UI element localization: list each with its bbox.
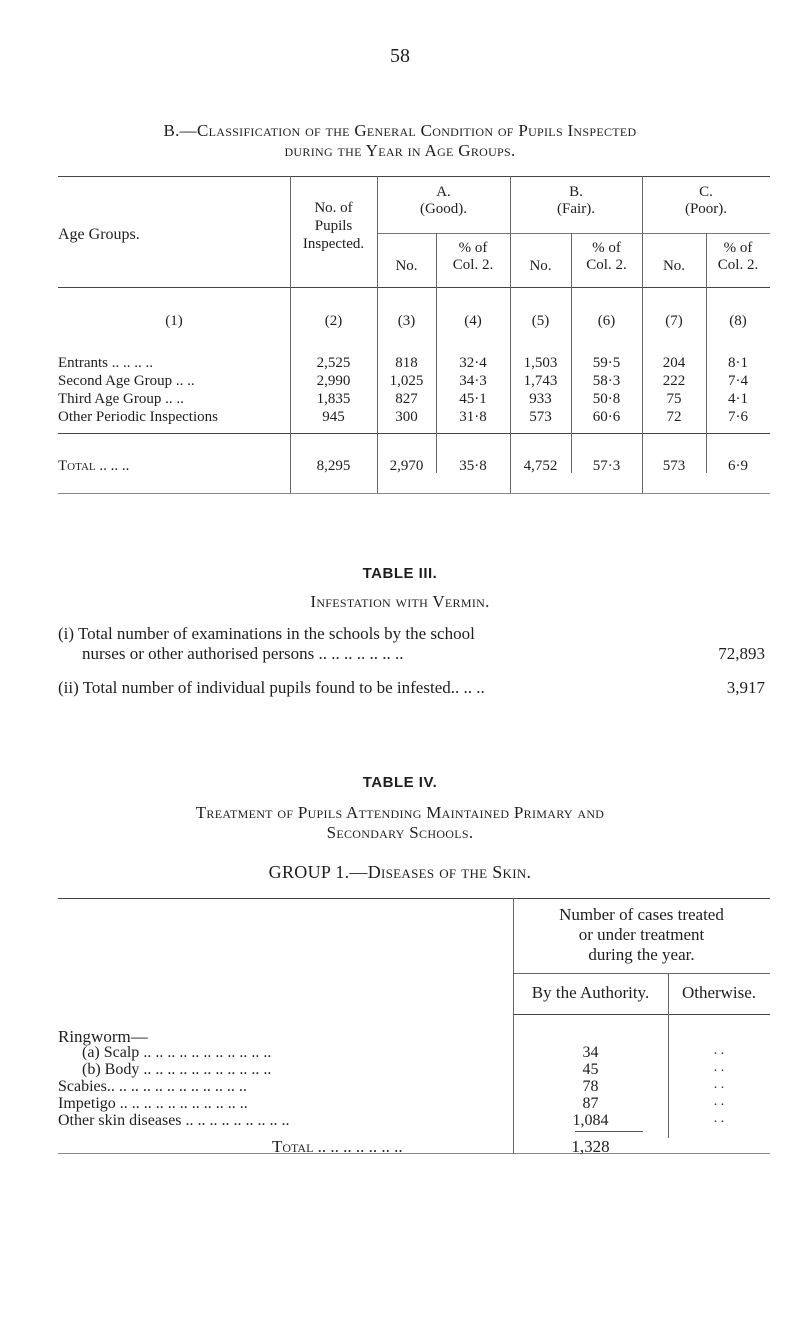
- table-cell: 7·6: [728, 409, 748, 425]
- total-cell: 2,970: [389, 458, 424, 474]
- skin-row-authority: 34: [582, 1044, 599, 1061]
- total-cell: 8,295: [316, 458, 351, 474]
- col-number-4: (4): [464, 313, 482, 329]
- table-cell: 933: [529, 391, 552, 407]
- table4-total-dots: .. .. .. .. .. .. ..: [313, 1137, 403, 1156]
- header-inspected: Inspected.: [302, 236, 365, 252]
- row-label-cell: [58, 373, 290, 390]
- table-cell: 4·1: [728, 391, 748, 407]
- table4-group-title: GROUP 1.—Diseases of the Skin.: [268, 862, 532, 882]
- header-c-label: (Poor).: [684, 201, 728, 217]
- table-cell: 300: [395, 409, 418, 425]
- header-c-letter: C.: [699, 184, 713, 200]
- skin-row-label: Impetigo: [58, 1095, 116, 1112]
- total-cell: 35·8: [459, 458, 487, 474]
- table4-header-rule: [513, 973, 770, 974]
- table-cell: 1,025: [389, 373, 424, 389]
- table-cell: 31·8: [459, 409, 487, 425]
- total-cell: 4,752: [523, 458, 558, 474]
- skin-row-otherwise: . .: [713, 1060, 725, 1075]
- table-cell: 50·8: [592, 391, 621, 407]
- row-label: Entrants: [58, 355, 108, 371]
- section-b-title-line1: B.—Classification of the General Condition of Pupils Inspected: [163, 121, 637, 140]
- row-label-cell: [58, 355, 290, 372]
- row-label: Other Periodic Inspections: [58, 409, 218, 425]
- skin-row-dots: .. .. .. .. .. .. .. .. .. .. ..: [115, 1095, 248, 1112]
- table-cell: 1,743: [523, 373, 558, 389]
- header-no-of: No. of: [314, 200, 353, 216]
- table-top-rule: [58, 176, 770, 177]
- total-cell: 57·3: [592, 458, 621, 474]
- skin-row-dots: .. .. .. .. .. .. .. .. .. .. ..: [139, 1044, 272, 1061]
- table-cell: 60·6: [592, 409, 621, 425]
- header-a-letter: A.: [436, 184, 451, 200]
- vline-6: [642, 176, 643, 493]
- subheader-a-pct: % of: [458, 240, 488, 256]
- skin-row-otherwise: . .: [713, 1094, 725, 1109]
- table-cell: 818: [395, 355, 418, 371]
- skin-row-label: Scabies: [58, 1078, 107, 1095]
- skin-row-label-cell: [58, 1111, 290, 1130]
- table3-subtitle: Infestation with Vermin.: [310, 592, 490, 611]
- table-cell: 2,525: [316, 355, 351, 371]
- table4-title-line2: Secondary Schools.: [326, 823, 474, 842]
- ringworm-label: Ringworm—: [58, 1027, 148, 1046]
- table-cell: 32·4: [459, 355, 487, 371]
- table4-col-authority: By the Authority.: [531, 983, 650, 1002]
- subheader-b-pct: % of: [592, 240, 621, 256]
- row-dots: .. ..: [161, 391, 184, 407]
- page-number: 58: [390, 45, 410, 67]
- table-cell: 827: [395, 391, 418, 407]
- row-label-cell: [58, 391, 290, 408]
- table3-item2-text: (ii) Total number of individual pupils found to be infested: [58, 678, 451, 697]
- skin-row-label: (a) Scalp: [82, 1044, 140, 1061]
- vline-4: [510, 176, 511, 493]
- table3-item1-line2-cell: [82, 644, 404, 664]
- table4-col-otherwise: Otherwise.: [681, 983, 757, 1002]
- skin-row-otherwise: . .: [713, 1077, 725, 1092]
- table-cell: 222: [662, 373, 686, 389]
- table-cell: 1,503: [523, 355, 558, 371]
- table4-header-line2: or under treatment: [578, 925, 705, 944]
- total-label: Total: [58, 458, 96, 474]
- col-number-2: (2): [324, 313, 343, 329]
- subheader-c-pct: % of: [723, 240, 753, 256]
- skin-row-authority: 87: [582, 1095, 599, 1112]
- table-cell: 945: [322, 409, 345, 425]
- table-cell: 2,990: [316, 373, 351, 389]
- header-b-letter: B.: [569, 184, 583, 200]
- row-dots: .. .. .. ..: [108, 355, 153, 371]
- skin-row-authority: 1,084: [572, 1112, 609, 1129]
- table-bottom-rule: [58, 493, 770, 494]
- skin-row-authority: 45: [582, 1061, 599, 1078]
- table4-total-label: Total: [272, 1137, 314, 1156]
- table4-total-authority: 1,328: [571, 1137, 610, 1156]
- total-sum-rule: [575, 1131, 643, 1132]
- subheader-b-col2: Col. 2.: [586, 257, 627, 273]
- table3-item2-cell: [58, 678, 485, 698]
- header-a-label: (Good).: [419, 201, 468, 217]
- subheader-b-no: No.: [529, 258, 552, 274]
- table-cell: 58·3: [592, 373, 621, 389]
- total-cell: 573: [662, 458, 686, 474]
- table-cell: 72: [666, 409, 682, 425]
- table-cell: 7·4: [728, 373, 748, 389]
- table4-subheader-rule: [513, 1014, 770, 1015]
- total-cell: 6·9: [728, 458, 748, 474]
- table-cell: 1,835: [316, 391, 351, 407]
- col-number-5: (5): [531, 313, 550, 329]
- table-cell: 45·1: [459, 391, 487, 407]
- skin-row-authority: 78: [582, 1078, 599, 1095]
- header-age-groups: Age Groups.: [58, 226, 140, 243]
- subheader-c-col2: Col. 2.: [717, 257, 759, 273]
- row-label-cell: [58, 409, 290, 426]
- subheader-a-no: No.: [395, 258, 418, 274]
- table4-heading: TABLE IV.: [362, 774, 438, 791]
- subheader-a-col2: Col. 2.: [452, 257, 494, 273]
- header-pupils: Pupils: [314, 218, 353, 234]
- table3-item1-value: 72,893: [718, 644, 765, 663]
- skin-row-otherwise: . .: [713, 1111, 725, 1126]
- table-cell: 8·1: [728, 355, 748, 371]
- table3-item1-line1: (i) Total number of examinations in the schools by the school: [58, 624, 475, 643]
- table3-item1-line2: nurses or other authorised persons: [82, 644, 315, 663]
- row-label: Third Age Group: [58, 391, 162, 407]
- col-number-1: (1): [165, 313, 183, 329]
- table3-item2-dots: .. .. ..: [450, 678, 485, 697]
- header-b-label: (Fair).: [557, 201, 595, 217]
- table4-title-line1: Treatment of Pupils Attending Maintained Primary and: [195, 803, 605, 822]
- table-cell: 34·3: [459, 373, 487, 389]
- table4-header-line3: during the year.: [588, 945, 695, 964]
- skin-row-label: (b) Body: [82, 1061, 140, 1078]
- table-cell: 573: [529, 409, 552, 425]
- skin-row-dots: .. .. .. .. .. .. .. .. .. .. .. ..: [106, 1078, 247, 1095]
- skin-row-dots: .. .. .. .. .. .. .. .. .. .. ..: [139, 1061, 272, 1078]
- total-label-cell: [58, 458, 290, 475]
- table-cell: 59·5: [592, 355, 621, 371]
- table-cell: 204: [662, 355, 686, 371]
- table4-top-rule: [58, 898, 770, 899]
- table3-item1-dots: .. .. .. .. .. .. ..: [314, 644, 404, 663]
- total-dots: .. .. ..: [95, 458, 130, 474]
- row-label: Second Age Group: [58, 373, 173, 389]
- table4-header-line1: Number of cases treated: [559, 905, 724, 924]
- table3-heading: TABLE III.: [362, 565, 438, 582]
- col-number-3: (3): [397, 313, 416, 329]
- skin-row-otherwise: . .: [713, 1043, 725, 1058]
- col-number-7: (7): [665, 313, 683, 329]
- header-bottom-rule: [58, 287, 770, 288]
- row-dots: .. ..: [172, 373, 195, 389]
- section-b-title-line2: during the Year in Age Groups.: [284, 141, 516, 160]
- table-cell: 75: [666, 391, 682, 407]
- col-number-6: (6): [597, 313, 616, 329]
- table3-item2-value: 3,917: [726, 678, 765, 697]
- subheader-c-no: No.: [662, 258, 686, 274]
- col-number-8: (8): [729, 313, 747, 329]
- skin-row-label: Other skin diseases: [58, 1112, 182, 1129]
- total-top-rule: [58, 433, 770, 434]
- skin-row-dots: .. .. .. .. .. .. .. .. ..: [181, 1112, 290, 1129]
- vline-2: [377, 176, 378, 493]
- table4-total-cell: [272, 1137, 403, 1157]
